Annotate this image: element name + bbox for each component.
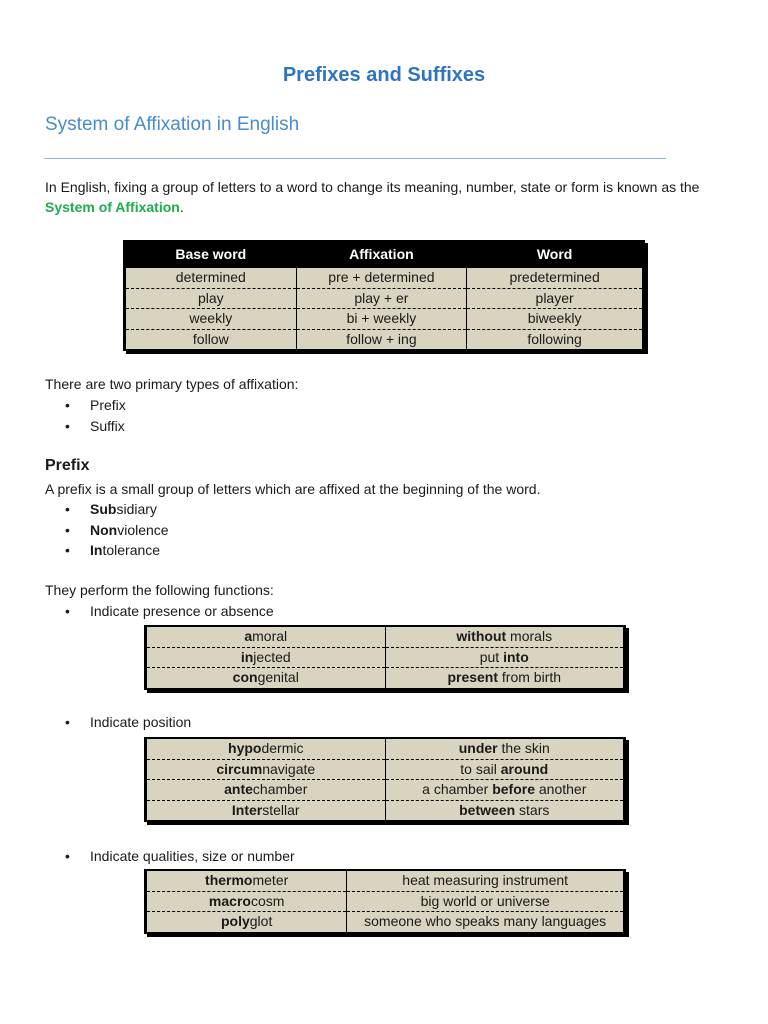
list-item (45, 540, 169, 561)
prefix-part: Sub (90, 501, 117, 517)
table-row (147, 800, 624, 820)
table-row (126, 309, 643, 330)
table-cell (347, 871, 624, 891)
text-part: cosm (250, 892, 285, 909)
table-cell (147, 800, 386, 820)
affixation-table (123, 240, 645, 351)
intro-text: In English, fixing a group of letters to a word to change its meaning, number, state or form is known as the (45, 179, 700, 195)
table-cell: determined (126, 267, 297, 288)
table-cell (147, 739, 386, 759)
function-table-position (144, 737, 626, 822)
text-part: put (479, 648, 504, 665)
text-part: moral (252, 628, 288, 645)
bold-part: Inter (231, 801, 263, 818)
table-row (147, 780, 624, 801)
word-rest: tolerance (102, 542, 161, 558)
bold-part: ante (224, 781, 253, 798)
table-cell: pre + determined (296, 267, 467, 288)
function-table-presence (144, 625, 626, 690)
bold-part: before (492, 781, 535, 798)
table-cell (385, 780, 624, 801)
text-part: stars (515, 801, 550, 818)
function-label: • Indicate position (45, 712, 191, 733)
text-part: morals (506, 628, 553, 645)
table-row (126, 329, 643, 349)
text-part: big world or universe (420, 892, 550, 909)
table-cell (385, 739, 624, 759)
table-cell (147, 891, 347, 912)
types-intro: There are two primary types of affixation: (45, 376, 299, 392)
types-list (45, 395, 126, 436)
text-part: heat measuring instrument (402, 872, 569, 889)
bold-part: without (456, 628, 507, 645)
function-label: • Indicate presence or absence (45, 601, 274, 622)
text-part: jected (253, 648, 291, 665)
divider (44, 158, 666, 159)
table-cell: play (126, 288, 297, 309)
bold-part: under (458, 740, 498, 757)
text-part: dermic (261, 740, 304, 757)
table-cell: player (467, 288, 643, 309)
bold-part: a (244, 628, 253, 645)
table-row (147, 739, 624, 759)
table-cell (147, 627, 386, 647)
list-item: • Suffix (45, 416, 126, 437)
table-cell (385, 800, 624, 820)
prefix-part: Non (90, 521, 118, 538)
bold-part: circum (216, 760, 263, 777)
bold-part: hypo (228, 740, 262, 757)
table-row (147, 759, 624, 780)
function-label: • Indicate qualities, size or number (45, 846, 295, 867)
table-cell (347, 891, 624, 912)
table-cell (147, 759, 386, 780)
table-row (147, 871, 624, 891)
table-cell: play + er (296, 288, 467, 309)
functions-intro: They perform the following functions: (45, 582, 274, 598)
prefix-definition: A prefix is a small group of letters which are affixed at the beginning of the word. (45, 481, 541, 497)
function-label-list (45, 601, 274, 622)
table-cell: predetermined (467, 267, 643, 288)
bold-part: poly (220, 913, 250, 930)
text-part: genital (257, 669, 299, 686)
table-row (147, 891, 624, 912)
prefix-examples (45, 499, 169, 561)
intro-highlight: System of Affixation (45, 199, 180, 215)
bold-part: present (447, 669, 499, 686)
table-cell: bi + weekly (296, 309, 467, 330)
function-label-list (45, 846, 295, 867)
text-part: a chamber (422, 781, 493, 798)
table-cell (147, 668, 386, 688)
text-part: chamber (252, 781, 308, 798)
intro-paragraph (45, 177, 735, 217)
bold-part: macro (208, 892, 251, 909)
table-cell: biweekly (467, 309, 643, 330)
table-row (147, 627, 624, 647)
page-title: Prefixes and Suffixes (282, 64, 486, 86)
table-cell (147, 912, 347, 932)
table-row (147, 647, 624, 668)
intro-end: . (179, 199, 184, 215)
table-cell (347, 912, 624, 932)
text-part: someone who speaks many languages (364, 913, 607, 930)
bold-part: thermo (205, 872, 253, 889)
text-part: the skin (497, 740, 550, 757)
text-part: to sail (460, 760, 501, 777)
table-cell (147, 871, 347, 891)
table-row (147, 912, 624, 932)
table-cell (385, 759, 624, 780)
table-cell: following (467, 329, 643, 349)
table-header: Affixation (296, 242, 467, 267)
list-item (45, 499, 169, 520)
section-subtitle: System of Affixation in English (45, 114, 300, 135)
table-cell (385, 627, 624, 647)
table-row (126, 267, 643, 288)
table-row (126, 288, 643, 309)
table-cell (385, 668, 624, 688)
text-part: another (534, 781, 587, 798)
function-label-list (45, 712, 191, 733)
word-rest: violence (117, 521, 169, 538)
bold-part: around (500, 760, 549, 777)
text-part: from birth (498, 669, 562, 686)
table-cell: weekly (126, 309, 297, 330)
list-item: • Prefix (45, 395, 126, 416)
function-table-qualities (144, 869, 626, 934)
prefix-heading: Prefix (45, 457, 90, 474)
table-cell (147, 647, 386, 668)
text-part: meter (252, 872, 289, 889)
table-header: Word (467, 242, 643, 267)
word-rest: sidiary (116, 501, 157, 517)
prefix-part: In (90, 542, 103, 558)
table-cell (385, 647, 624, 668)
text-part: glot (249, 913, 273, 930)
list-item (45, 520, 169, 541)
bold-part: in (240, 648, 254, 665)
text-part: stellar (262, 801, 300, 818)
table-cell (147, 780, 386, 801)
table-header: Base word (126, 242, 297, 267)
text-part: navigate (262, 760, 316, 777)
bold-part: con (232, 669, 258, 686)
bold-part: between (459, 801, 516, 818)
bold-part: into (503, 648, 529, 665)
table-row (147, 668, 624, 688)
table-cell: follow + ing (296, 329, 467, 349)
table-cell: follow (126, 329, 297, 349)
